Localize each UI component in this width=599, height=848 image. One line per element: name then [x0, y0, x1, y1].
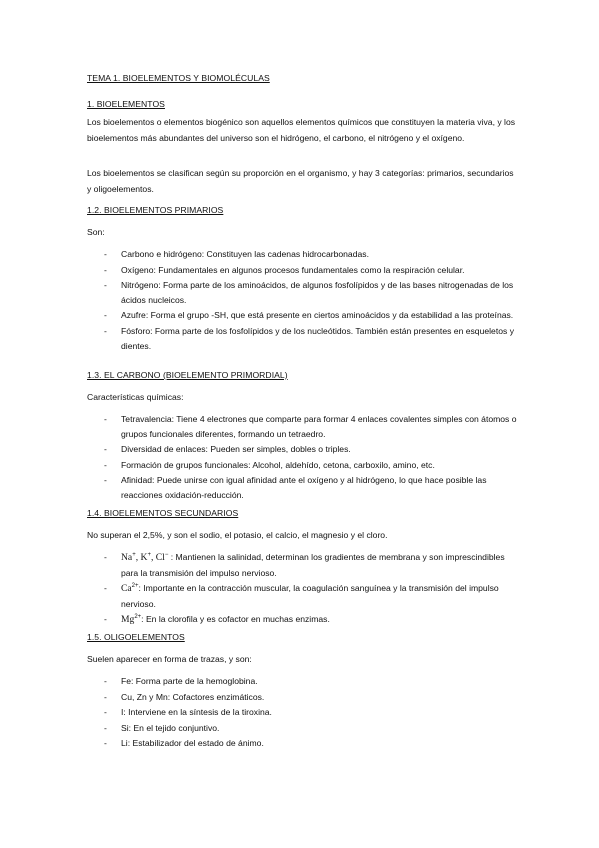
section-heading-oligoelementos: 1.5. OLIGOELEMENTOS [87, 632, 185, 642]
list-item-text: Oxígeno: Fundamentales en algunos procesos fundamentales como la respiración celular. [121, 264, 465, 275]
bullet: - [104, 676, 107, 686]
secundarios-list [104, 550, 524, 629]
list-item-text: : En la clorofila y es cofactor en muchas enzimas. [141, 614, 330, 625]
list-item-text: Diversidad de enlaces: Pueden ser simples, dobles o triples. [121, 444, 351, 455]
list-item [104, 412, 524, 441]
document-title: TEMA 1. BIOELEMENTOS Y BIOMOLÉCULAS [87, 73, 270, 83]
list-item-text: : Importante en la contracción muscular, la coagulación sanguínea y la transmisión del impulso nervioso. [121, 583, 499, 609]
bullet: - [104, 691, 107, 702]
list-item [104, 721, 524, 736]
paragraph-classification: Los bioelementos se clasifican según su proporción en el organismo, y hay 3 categorías: primarios, secundarios y oligoelementos. [87, 168, 514, 194]
list-item-text: : Mantienen la salinidad, determinan los gradientes de membrana y son imprescindibles para la transmisión del impulso nervioso. [121, 552, 505, 578]
list-item [104, 581, 524, 611]
bullet: - [104, 310, 107, 321]
list-item-text: Azufre: Forma el grupo -SH, que está presente en ciertos aminoácidos y da estabilidad a las proteínas. [121, 310, 514, 321]
section-heading-secundarios: 1.4. BIOELEMENTOS SECUNDARIOS [87, 508, 239, 518]
section-heading-carbono: 1.3. EL CARBONO (BIOELEMENTO PRIMORDIAL) [87, 370, 288, 380]
bullet: - [104, 583, 107, 594]
bullet: - [104, 738, 107, 749]
list-item [104, 278, 524, 307]
list-item [104, 674, 524, 689]
list-item-text: Carbono e hidrógeno: Constituyen las cadenas hidrocarbonadas. [121, 249, 369, 259]
bullet: - [104, 707, 107, 718]
bullet: - [104, 722, 107, 733]
list-item-text: Afinidad: Puede unirse con igual afinidad ante el oxígeno y al hidrógeno, lo que hace posible las reacciones oxidación-reducción. [121, 475, 487, 500]
list-item [104, 458, 524, 473]
list-item [104, 550, 524, 580]
list-item [104, 736, 524, 751]
bullet: - [104, 614, 107, 625]
chlorine-symbol: Cl [155, 552, 165, 563]
list-item-text: Fósforo: Forma parte de los fosfolípidos y de los nucleótidos. También están presentes en esqueletos y dientes. [121, 325, 514, 351]
list-item [104, 473, 524, 502]
list-item-text: Fe: Forma parte de la hemoglobina. [121, 676, 258, 686]
paragraph-definition: Los bioelementos o elementos biogénico son aquellos elementos químicos que constituyen la materia viva, y los bioelementos más abundantes del universo son el hidrógeno, el carbono, el nitrógeno y el oxígeno. [87, 117, 516, 143]
list-item [104, 442, 524, 457]
list-item-text: I: Interviene en la síntesis de la tiroxina. [121, 707, 272, 718]
bullet: - [104, 249, 107, 259]
oligoelementos-list [104, 674, 524, 752]
sodium-symbol: Na [121, 552, 133, 563]
list-item [104, 612, 524, 628]
list-item-text: Tetravalencia: Tiene 4 electrones que comparte para formar 4 enlaces covalentes simples con átomos o grupos funcionales diferentes, formando un tetraedro. [121, 414, 517, 439]
bullet: - [104, 325, 107, 336]
bullet: - [104, 414, 107, 424]
carbono-intro: Características químicas: [87, 392, 184, 402]
section-heading-primarios: 1.2. BIOELEMENTOS PRIMARIOS [87, 205, 224, 215]
charge: + [147, 552, 151, 559]
charge: 2+ [134, 614, 142, 621]
list-item [104, 705, 524, 720]
list-item [104, 690, 524, 705]
charge: + [132, 552, 136, 559]
bullet: - [104, 459, 107, 470]
bullet: - [104, 264, 107, 275]
list-item-text: Formación de grupos funcionales: Alcohol, aldehído, cetona, carboxilo, amino, etc. [121, 459, 435, 470]
primarios-list [104, 247, 524, 354]
list-item-text: Cu, Zn y Mn: Cofactores enzimáticos. [121, 691, 265, 702]
separator: , [135, 552, 141, 563]
carbono-list [104, 412, 524, 504]
charge: 2+ [131, 583, 139, 590]
oligoelementos-intro: Suelen aparecer en forma de trazas, y son: [87, 654, 252, 664]
magnesium-symbol: Mg [121, 614, 135, 626]
section-heading-bioelementos: 1. BIOELEMENTOS [87, 99, 165, 109]
charge: − [164, 552, 169, 559]
calcium-symbol: Ca [121, 583, 132, 595]
list-item-text: Nitrógeno: Forma parte de los aminoácidos, de algunos fosfolípidos y de las bases nitrogenadas de los ácidos nucleicos. [121, 280, 514, 305]
list-item [104, 324, 524, 353]
list-item-text: Si: En el tejido conjuntivo. [121, 722, 220, 733]
bullet: - [104, 444, 107, 455]
list-item-text: Li: Estabilizador del estado de ánimo. [121, 738, 264, 749]
separator: , [150, 552, 156, 563]
primarios-intro: Son: [87, 227, 105, 237]
secundarios-intro: No superan el 2,5%, y son el sodio, el potasio, el calcio, el magnesio y el cloro. [87, 530, 388, 540]
list-item [104, 263, 524, 278]
bullet: - [104, 552, 107, 562]
list-item [104, 247, 524, 262]
bullet: - [104, 475, 107, 486]
bullet: - [104, 280, 107, 291]
potassium-symbol: K [140, 552, 148, 563]
list-item [104, 308, 524, 323]
